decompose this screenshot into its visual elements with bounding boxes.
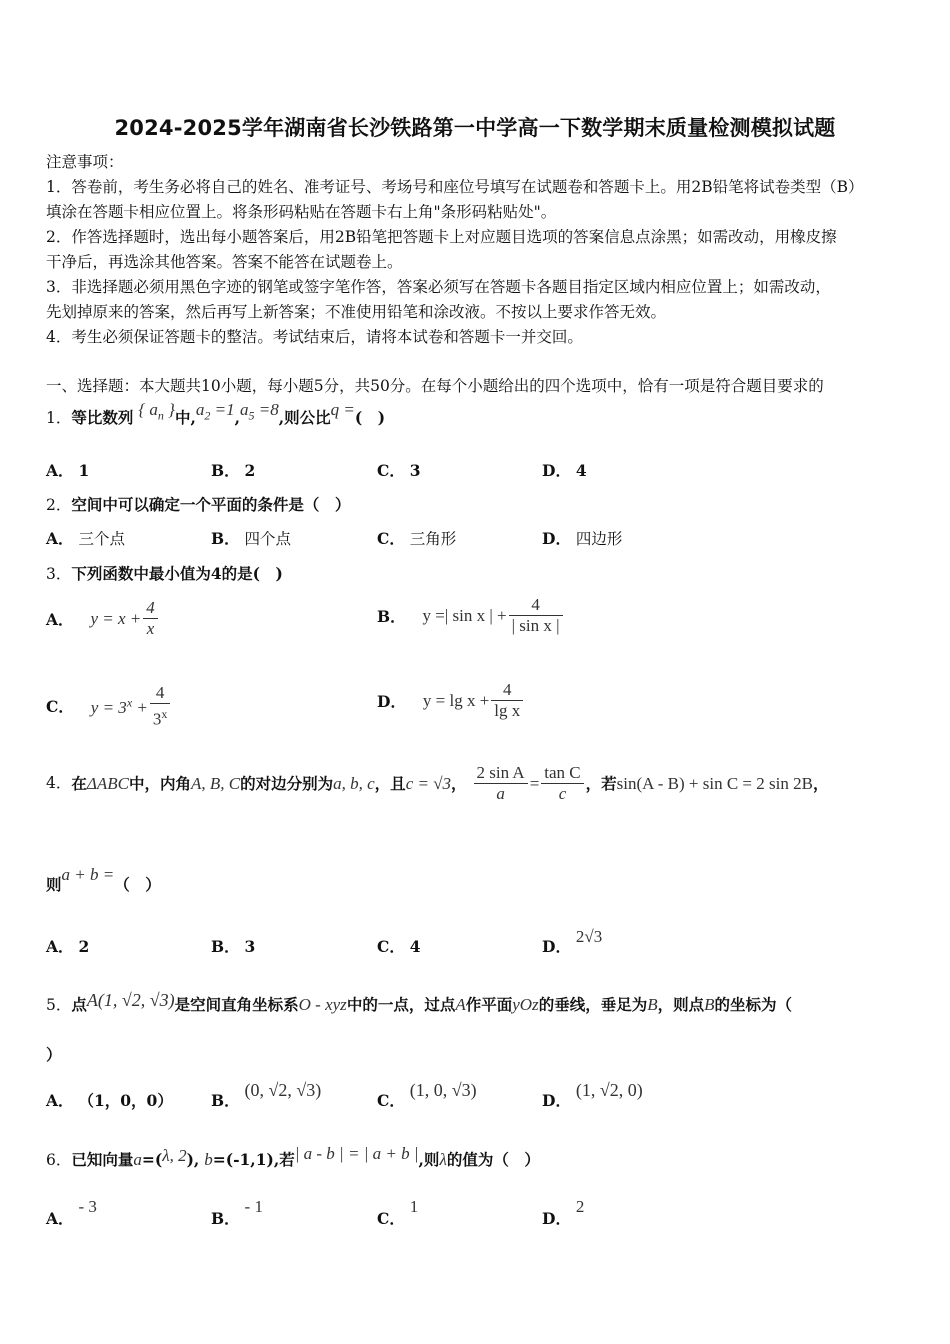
math-expr: y = x + [90,608,142,628]
notes-line: 3．非选择题必须用黑色字迹的钢笔或签字笔作答，答案必须写在答题卡各题目指定区域内相应位置上；如需改动， [46,278,831,296]
math-expr: a + b = [61,865,115,884]
question-number: 1． [46,409,72,427]
math-fraction: $\frac{4}{\text{| sin x |}}$ [509,595,563,636]
question-2 [46,492,350,518]
option-d[interactable]: D． 2 [542,1197,585,1228]
math-expr: { $a_n$ } [138,400,175,423]
math-expr: $a_5 =8$ [240,400,279,423]
question-5: 5．点A(1, √2, √3)是空间直角坐标系O - xyz中的一点，过点A作平面yOz的垂线，垂足为B，则点B的坐标为（ [46,990,793,1014]
math-expr: $a_2 =1$ [195,400,235,423]
option-b[interactable]: B． - 1 [211,1197,263,1228]
option-b[interactable]: B． 3 [211,937,256,956]
option-a[interactable]: A． - 3 [46,1197,97,1228]
question-3 [46,561,283,587]
math-expr: sin(A - B) + sin C = 2 sin 2B [616,774,813,793]
question-text: 下列函数中最小值为4的是( ) [71,564,283,583]
math-expr: $y = 3^x$ + [90,695,148,717]
question-5-line2: ） [46,1045,62,1064]
option-a[interactable]: A． 1 [46,461,90,480]
math-expr: A(1, √2, √3) [86,990,175,1010]
math-expr: b [204,1150,213,1169]
option-d[interactable]: D． 四边形 [542,529,623,548]
question-4: 4．在ΔABC中，内角A, B, C的对边分别为a, b, c，且c = √3， $\frac{\text{2 sin A}}{a}$ = $\frac{\text{tan C}}{c}$ ，若sin(A - B) + sin C = 2 sin 2B， [46,763,829,803]
option-d[interactable]: D． 4 [542,461,587,480]
exam-title: 2024-2025学年湖南省长沙铁路第一中学高一下数学期末质量检测模拟试题 [114,116,836,140]
option-a[interactable]: A． （1，0，0） [46,1091,173,1110]
math-expr: B [704,995,715,1014]
math-expr: a [133,1150,142,1169]
math-expr: a, b, c [333,774,375,793]
question-number: 5． [46,996,72,1014]
math-expr: B [647,995,658,1014]
math-expr: ΔABC [86,774,129,793]
option-c[interactable]: C． 1 [377,1197,419,1228]
math-expr: yOz [512,995,539,1014]
section-heading: 一、选择题：本大题共10小题，每小题5分，共50分。在每个小题给出的四个选项中，恰有一项是符合题目要求的 [46,377,824,395]
question-4-line2: 则a + b =（ ） [46,865,161,894]
math-expr: λ [439,1150,447,1169]
option-b[interactable]: B． 四个点 [211,529,292,548]
math-expr: O - xyz [298,995,347,1014]
math-expr: y = lg x + [422,690,490,710]
question-text: 等比数列 [71,408,134,427]
question-number: 6． [46,1151,72,1169]
question-text: 空间中可以确定一个平面的条件是（ ） [71,495,351,514]
notes-line: 2．作答选择题时，选出每小题答案后，用2B铅笔把答题卡上对应题目选项的答案信息点涂黑；如需改动，用橡皮擦 [46,228,837,246]
notes-line: 干净后，再选涂其他答案。答案不能答在试题卷上。 [46,253,403,271]
option-c[interactable]: C． 3 [377,461,421,480]
math-expr: c = √3 [405,774,452,793]
notes-line: 1．答卷前，考生务必将自己的姓名、准考证号、考场号和座位号填写在试题卷和答题卡上。用2B铅笔将试卷类型（B） [46,178,864,196]
math-fraction: $\frac{\text{2 sin A}}{a}$ [474,763,528,804]
option-b[interactable]: B． y =| sin x | + $\frac{4}{\text{| sin x |}}$ [377,595,565,636]
question-number: 3． [46,565,72,583]
question-1: 1．等比数列 { $a_n$ }中$,a_2 =1,a_5 =8$,则公比q =( ) [46,400,386,427]
notes-heading: 注意事项： [46,153,124,171]
math-expr: y =| sin x | + [422,605,507,625]
option-d[interactable]: D． y = lg x + $\frac{4}{\text{lg x}}$ [377,680,525,721]
math-expr: A, B, C [191,774,241,793]
math-fraction: $\frac{4}{\text{lg x}}$ [491,680,523,721]
option-c[interactable]: C． (1, 0, √3) [377,1080,477,1110]
option-a[interactable]: A． 三个点 [46,529,125,548]
notes-line: 先划掉原来的答案，然后再写上新答案；不准使用铅笔和涂改液。不按以上要求作答无效。 [46,303,667,321]
option-b[interactable]: B． (0, √2, √3) [211,1080,322,1110]
math-expr: A [455,995,466,1014]
option-c[interactable]: C． $y = 3^x$ + $\frac{4}{3^x}$ [46,683,172,730]
question-number: 2． [46,496,72,514]
math-fraction: $\frac{4}{3^x}$ [150,683,171,730]
option-a[interactable]: A． y = x + $\frac{4}{x}$ [46,598,160,639]
option-d[interactable]: D． (1, √2, 0) [542,1080,643,1110]
question-text: ( ) [354,408,386,427]
math-fraction: $\frac{4}{x}$ [143,598,158,639]
math-fraction: $\frac{\text{tan C}}{c}$ [541,763,583,804]
option-a[interactable]: A． 2 [46,937,90,956]
option-b[interactable]: B． 2 [211,461,256,480]
math-expr: q = [330,400,355,419]
math-expr: | a - b | = | a + b | [294,1144,419,1163]
option-c[interactable]: C． 4 [377,937,421,956]
question-text: ,则公比 [278,408,331,427]
option-c[interactable]: C． 三角形 [377,529,457,548]
question-text: 中, [174,408,196,427]
notes-line: 填涂在答题卡相应位置上。将条形码粘贴在答题卡右上角"条形码粘贴处"。 [46,203,557,221]
question-6: 6．已知向量a=(λ, 2), b=(-1,1),若| a - b | = | a + b |,则λ的值为（ ） [46,1144,540,1169]
option-d[interactable]: D． 2√3 [542,927,603,956]
math-expr: λ, 2 [162,1146,187,1165]
notes-line: 4．考生必须保证答题卡的整洁。考试结束后，请将本试卷和答题卡一并交回。 [46,328,583,346]
question-number: 4． [46,774,72,792]
